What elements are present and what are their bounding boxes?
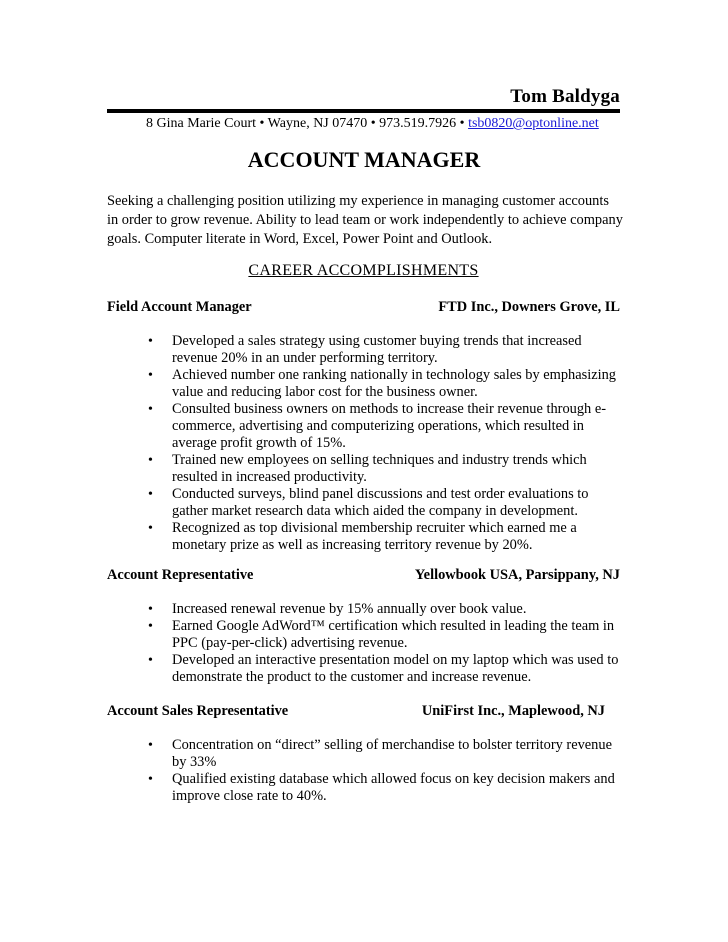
list-item	[148, 486, 623, 520]
bullet-icon: •	[148, 772, 153, 787]
list-item	[148, 520, 623, 554]
bullet-icon: •	[148, 487, 153, 502]
bullet-icon: •	[148, 653, 153, 668]
contact-line	[146, 116, 599, 132]
bullet-icon: •	[148, 602, 153, 617]
list-item	[148, 367, 623, 401]
objective-paragraph: Seeking a challenging position utilizing my experience in managing customer accounts in order to grow revenue. Ability to lead team or work independently to achieve company goals. Computer literate in Word, Excel, Power Point and Outlook.	[107, 193, 623, 247]
list-item	[148, 737, 623, 771]
bullet-text: Concentration on “direct” selling of merchandise to bolster territory revenue by 33%	[172, 737, 612, 770]
job-role: Account Sales Representative	[107, 703, 289, 719]
contact-text: 8 Gina Marie Court • Wayne, NJ 07470 • 973.519.7926 •	[146, 116, 469, 131]
job-title	[0, 147, 728, 173]
header-rule	[107, 109, 620, 113]
candidate-name: Tom Baldyga	[510, 86, 620, 107]
job-company: FTD Inc., Downers Grove, IL	[438, 299, 620, 315]
job-bullets-yellowbook	[148, 601, 623, 686]
bullet-text: Achieved number one ranking nationally in technology sales by emphasizing value and reducing labor cost for the business owner.	[172, 367, 616, 400]
bullet-text: Developed an interactive presentation model on my laptop which was used to demonstrate the product to the customer and increase revenue.	[172, 652, 619, 685]
bullet-text: Trained new employees on selling techniques and industry trends which resulted in increased productivity.	[172, 452, 587, 485]
email-link[interactable]: tsb0820@optonline.net	[468, 116, 599, 131]
bullet-icon: •	[148, 402, 153, 417]
list-item	[148, 333, 623, 367]
job-title-text: ACCOUNT MANAGER	[247, 147, 481, 172]
list-item	[148, 618, 623, 652]
bullet-text: Recognized as top divisional membership recruiter which earned me a monetary prize as well as increasing territory revenue by 20%.	[172, 520, 577, 553]
bullet-icon: •	[148, 453, 153, 468]
list-item	[148, 771, 623, 805]
bullet-text: Developed a sales strategy using customer buying trends that increased revenue 20% in an under performing territory.	[172, 333, 582, 366]
bullet-text: Consulted business owners on methods to increase their revenue through e-commerce, advertising and computerizing operations, which resulted in average profit growth of 15%.	[172, 401, 607, 451]
job-role: Account Representative	[107, 567, 254, 583]
list-item	[148, 652, 623, 686]
section-heading: CAREER ACCOMPLISHMENTS	[248, 262, 479, 279]
list-item	[148, 401, 623, 452]
bullet-icon: •	[148, 334, 153, 349]
list-item	[148, 601, 623, 618]
job-company: UniFirst Inc., Maplewood, NJ	[421, 703, 605, 719]
job-role: Field Account Manager	[107, 299, 252, 315]
bullet-text: Conducted surveys, blind panel discussions and test order evaluations to gather market research data which aided the company in development.	[172, 486, 589, 519]
job-bullets-unifirst	[148, 737, 623, 805]
job-company: Yellowbook USA, Parsippany, NJ	[414, 567, 620, 583]
bullet-icon: •	[148, 368, 153, 383]
list-item	[148, 452, 623, 486]
bullet-icon: •	[148, 738, 153, 753]
bullet-icon: •	[148, 619, 153, 634]
bullet-text: Qualified existing database which allowed focus on key decision makers and improve close rate to 40%.	[172, 771, 615, 804]
bullet-icon: •	[148, 521, 153, 536]
bullet-text: Increased renewal revenue by 15% annually over book value.	[172, 601, 527, 617]
bullet-text: Earned Google AdWord™ certification which resulted in leading the team in PPC (pay-per-click) advertising revenue.	[172, 618, 615, 651]
job-bullets-ftd	[148, 333, 623, 554]
